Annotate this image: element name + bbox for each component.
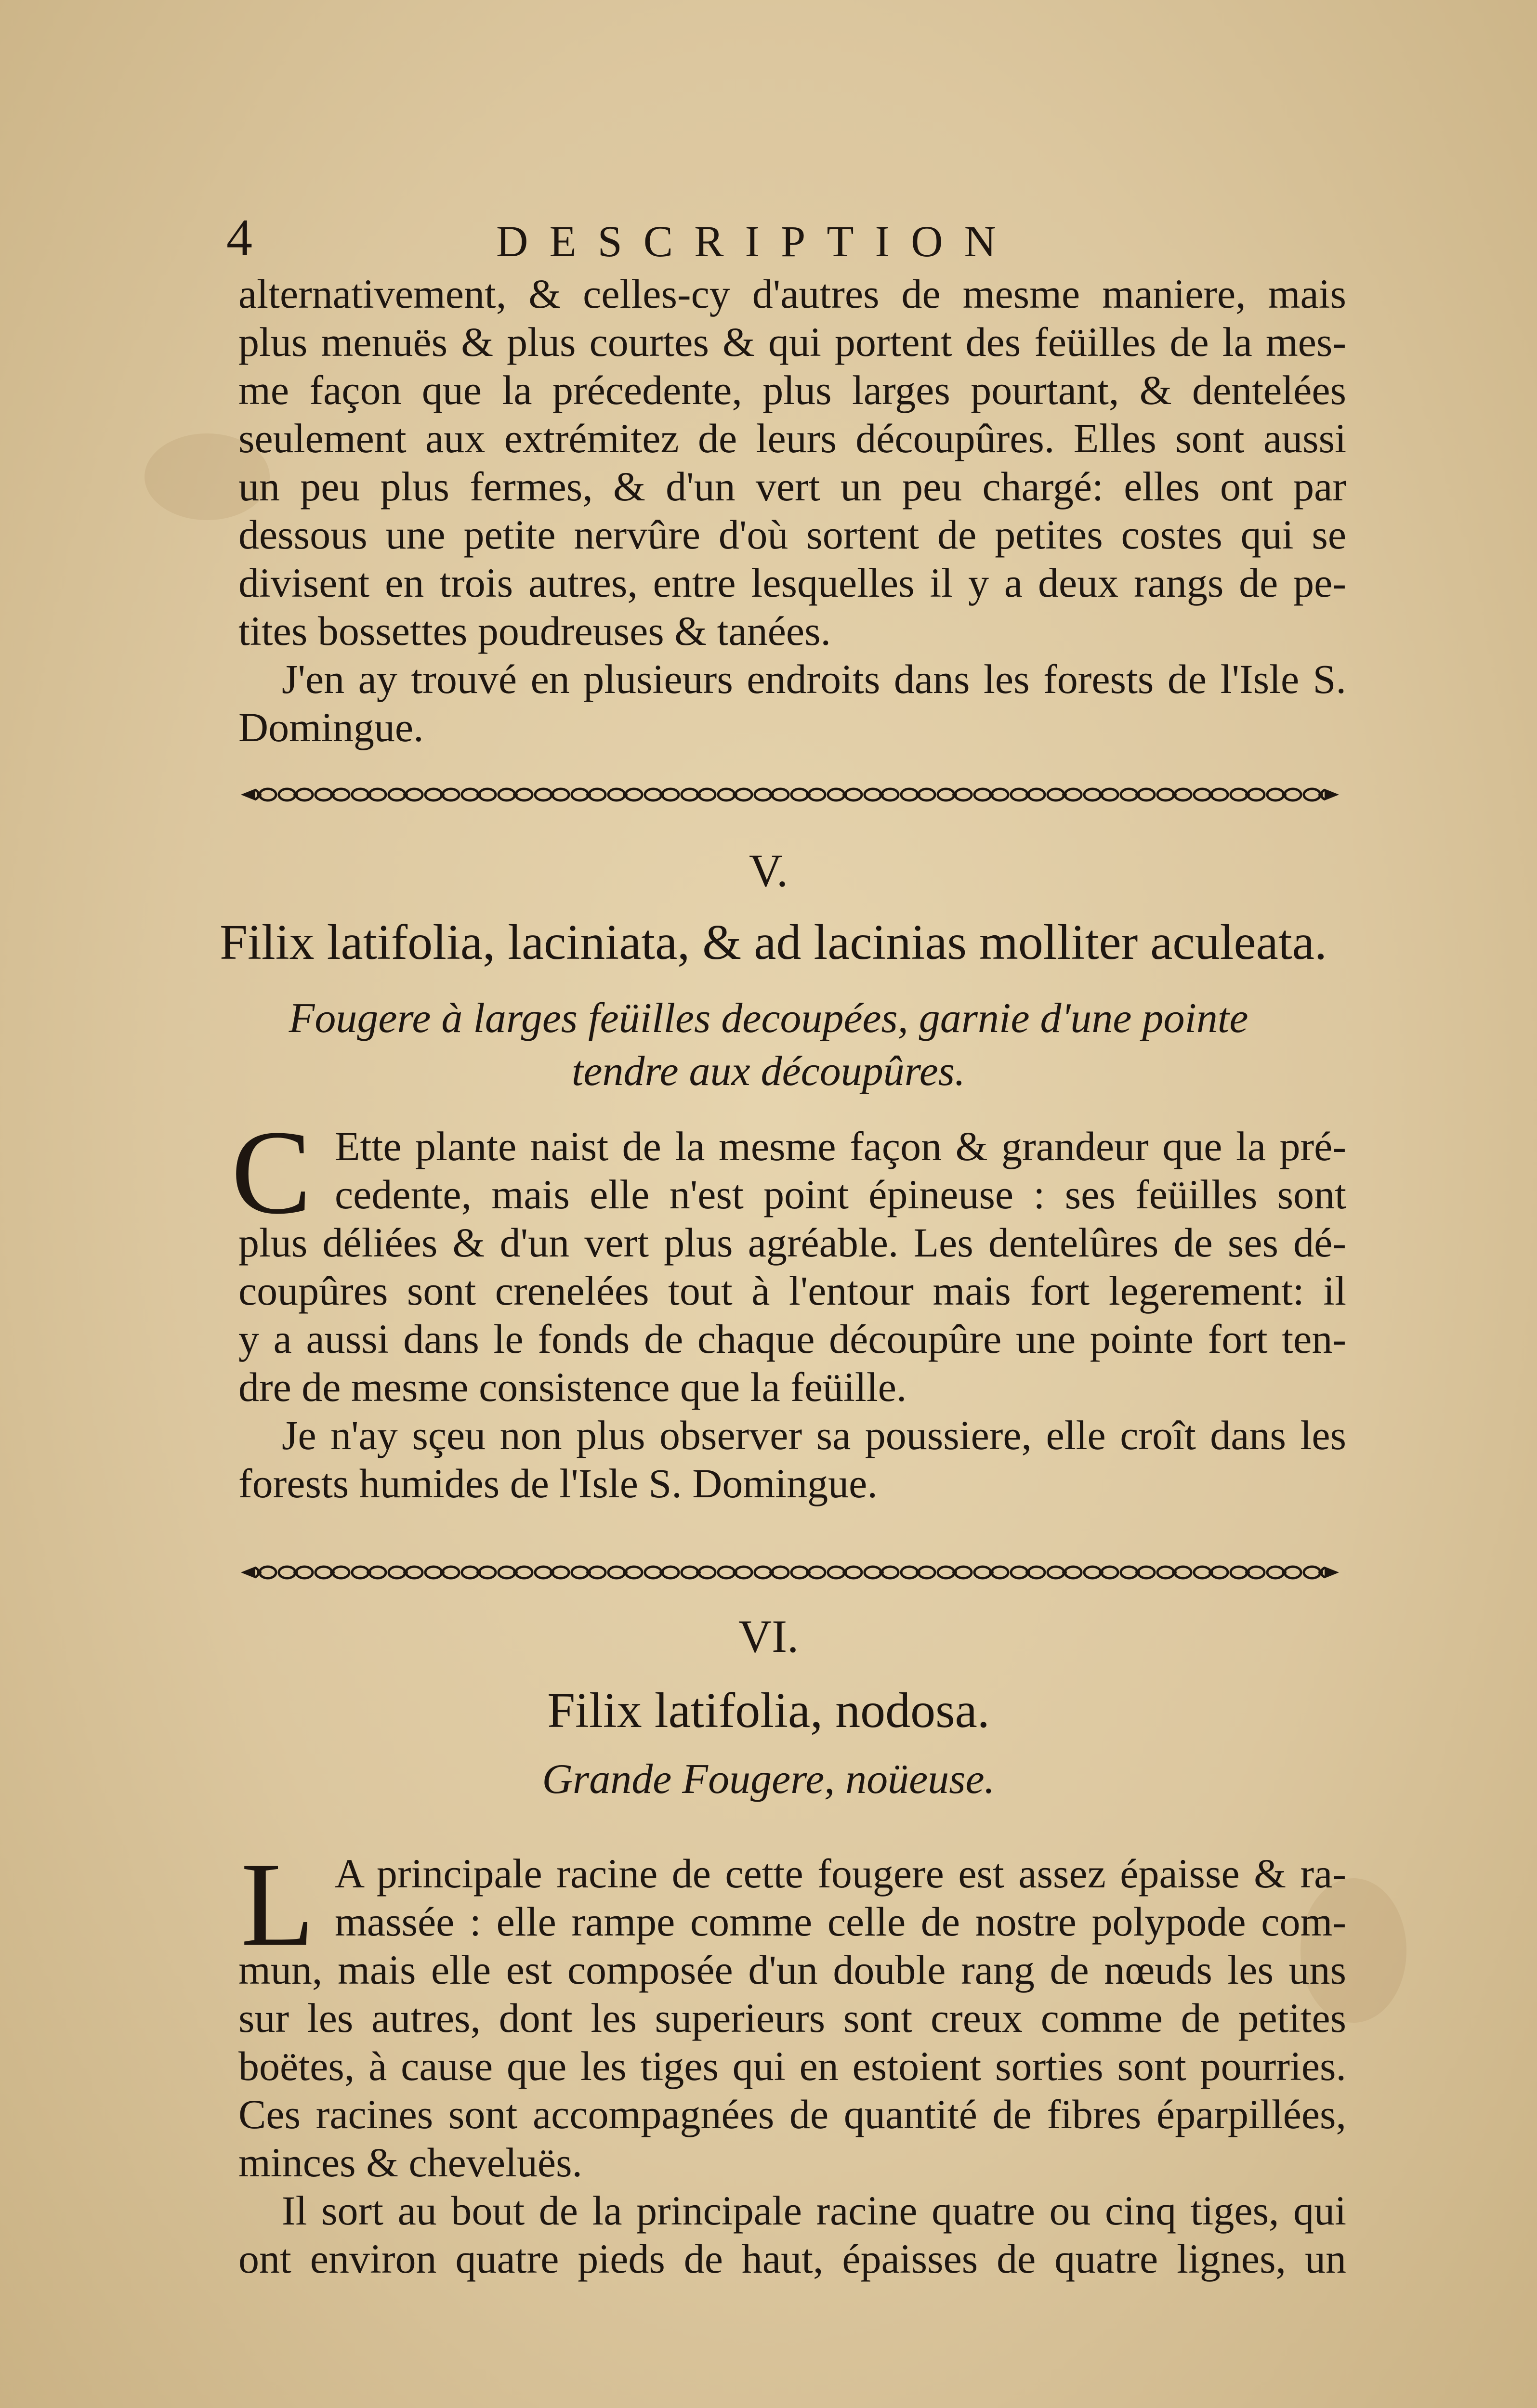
french-title-line: tendre aux découpûres.	[571, 1048, 965, 1095]
drop-cap: L	[241, 1838, 315, 1971]
text-line: divisent en trois autres, entre lesquelles il y a deux rangs de pe-	[238, 560, 1346, 606]
text-line: A principale racine de cette fougere est assez épaisse & ra-	[335, 1850, 1346, 1897]
text-line: mun, mais elle est composée d'un double rang de nœuds les uns	[238, 1947, 1346, 1993]
section-number: V.	[749, 845, 788, 896]
section-iv-paragraph	[238, 270, 1346, 751]
drop-cap: C	[231, 1106, 312, 1239]
text-line: coupûres sont crenelées tout à l'entour mais fort legerement: il	[238, 1268, 1346, 1314]
text-line: Ces racines sont accompagnées de quantité de fibres éparpillées,	[238, 2091, 1346, 2137]
text-line: seulement aux extrémitez de leurs découpûres. Elles sont aussi	[238, 415, 1346, 461]
ornamental-divider	[241, 1563, 1339, 1582]
text-line: alternativement, & celles-cy d'autres de mesme maniere, mais	[238, 271, 1346, 317]
text-line: ont environ quatre pieds de haut, épaisses de quatre lignes, un	[238, 2236, 1346, 2282]
latin-title: Filix latifolia, laciniata, & ad lacinias molliter aculeata.	[220, 915, 1327, 970]
latin-title: Filix latifolia, nodosa.	[547, 1683, 990, 1738]
section-number: VI.	[738, 1610, 799, 1662]
section-vi-paragraph	[238, 1849, 1346, 2283]
text-line: Ette plante naist de la mesme façon & grandeur que la pré-	[335, 1123, 1346, 1169]
text-line: dessous une petite nervûre d'où sortent de petites costes qui se	[238, 511, 1346, 558]
text-line: me façon que la précedente, plus larges pourtant, & dentelées	[238, 367, 1346, 413]
text-line: plus déliées & d'un vert plus agréable. Les dentelûres de ses dé-	[238, 1219, 1346, 1266]
text-line: dre de mesme consistence que la feüille.	[238, 1364, 907, 1410]
ornament-border-icon	[241, 785, 1339, 804]
text-line: sur les autres, dont les superieurs sont creux comme de petites	[238, 1995, 1346, 2041]
text-line: J'en ay trouvé en plusieurs endroits dans les forests de l'Isle S.	[282, 656, 1346, 702]
text-line: cedente, mais elle n'est point épineuse : ses feüilles sont	[335, 1171, 1346, 1217]
text-line: boëtes, à cause que les tiges qui en estoient sorties sont pourries.	[238, 2043, 1346, 2089]
french-title: Grande Fougere, noüeuse.	[542, 1756, 995, 1803]
text-line: y a aussi dans le fonds de chaque découpûre une pointe fort ten-	[238, 1316, 1346, 1362]
text-line: massée : elle rampe comme celle de nostre polypode com-	[335, 1898, 1346, 1945]
section-v-paragraph	[238, 1122, 1346, 1507]
text-line: minces & cheveluës.	[238, 2139, 583, 2186]
text-line: tites bossettes poudreuses & tanées.	[238, 608, 831, 654]
text-line: plus menuës & plus courtes & qui portent des feüilles de la mes-	[238, 319, 1346, 365]
text-line: Il sort au bout de la principale racine quatre ou cinq tiges, qui	[282, 2187, 1346, 2234]
text-line: forests humides de l'Isle S. Domingue.	[238, 1460, 878, 1506]
text-line: un peu plus fermes, & d'un vert un peu chargé: elles ont par	[238, 463, 1346, 510]
french-title-line: Fougere à larges feüilles decoupées, garnie d'une pointe	[289, 995, 1248, 1042]
ornamental-divider	[241, 785, 1339, 804]
french-title	[0, 992, 1537, 1098]
page-number: 4	[226, 209, 252, 266]
text-line: Domingue.	[238, 704, 424, 750]
text-line: Je n'ay sçeu non plus observer sa poussiere, elle croît dans les	[282, 1412, 1346, 1458]
ornament-border-icon	[241, 1563, 1339, 1582]
running-head: DESCRIPTION	[496, 217, 1018, 266]
